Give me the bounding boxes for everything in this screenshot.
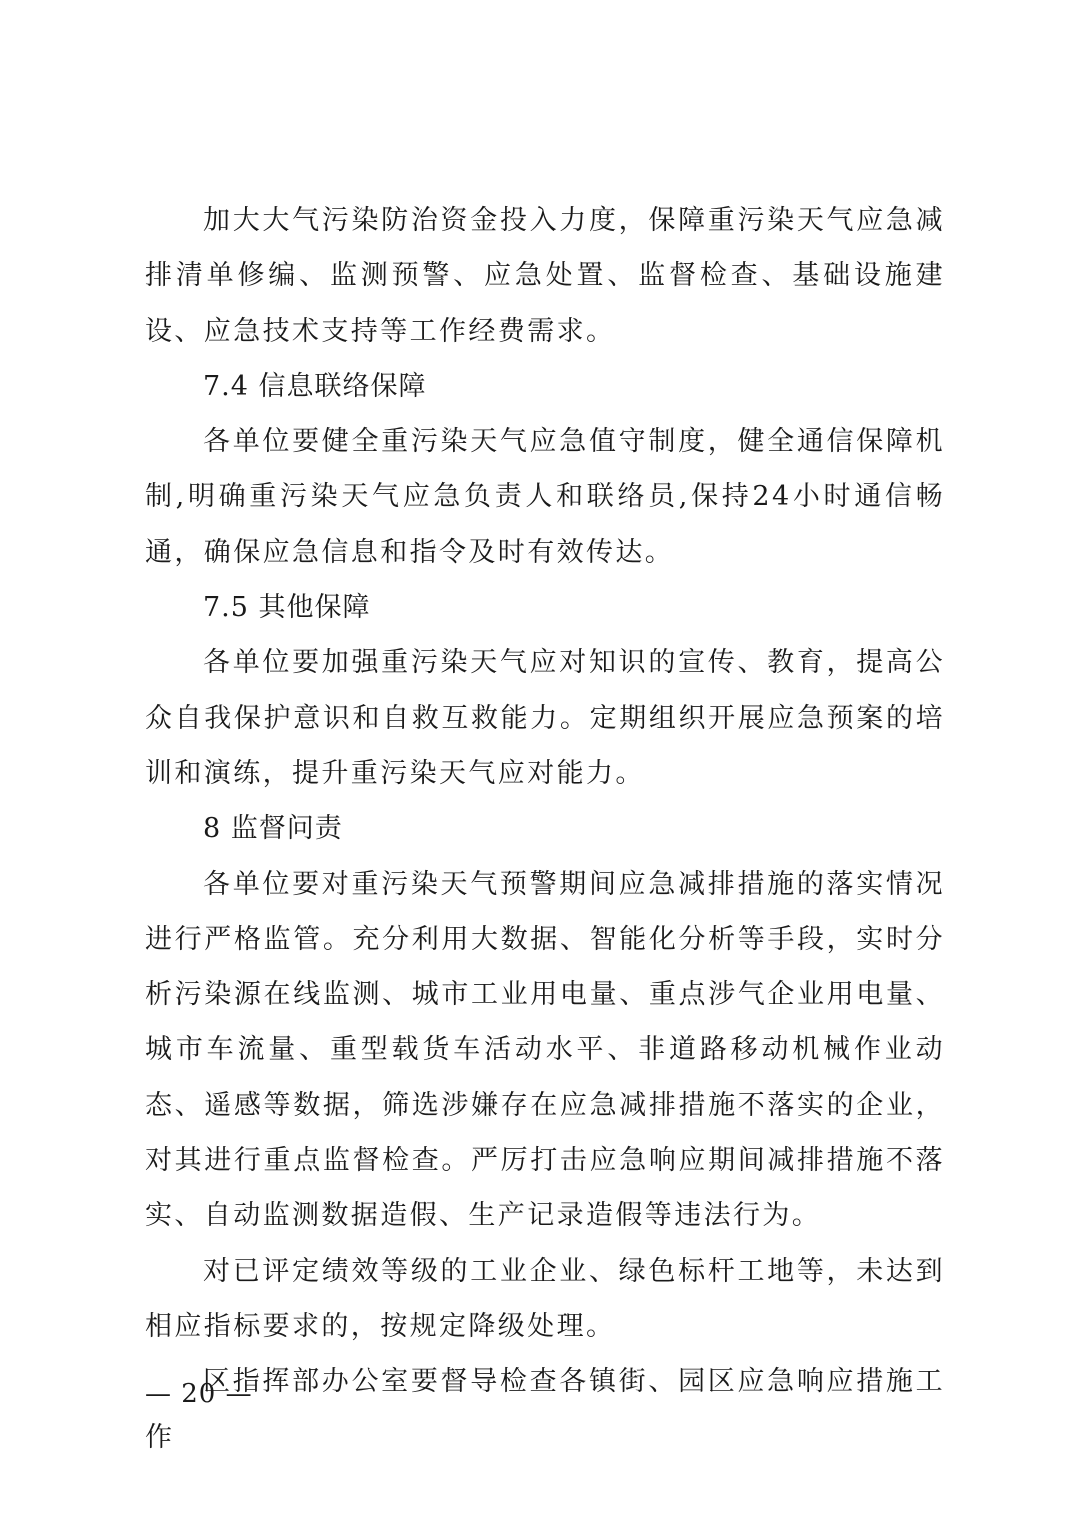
heading-8: 8 监督问责 (203, 813, 343, 845)
paragraph-downgrade: 对已评定绩效等级的工业企业、绿色标杆工地等，未达到相应指标要求的，按规定降级处理。 (145, 1255, 945, 1342)
page-number: — 20 — (145, 1379, 253, 1409)
paragraph-inspection: 区指挥部办公室要督导检查各镇街、园区应急响应措施工作 (145, 1366, 945, 1453)
paragraph-supervision: 各单位要对重污染天气预警期间应急减排措施的落实情况进行严格监管。充分利用大数据、智能化分析等手段，实时分析污染源在线监测、城市工业用电量、重点涉气企业用电量、城市车流量、重型载货车活动水平、非道路移动机械作业动态、遥感等数据，筛选涉嫌存在应急减排措施不落实的企业，对其进行重点监督检查。严厉打击应急响应期间减排措施不落实、自动监测数据造假、生产记录造假等违法行为。 (145, 868, 945, 1232)
document-body (145, 193, 945, 1465)
paragraph-communication: 各单位要健全重污染天气应急值守制度，健全通信保障机制,明确重污染天气应急负责人和联络员,保持24小时通信畅通，确保应急信息和指令及时有效传达。 (145, 426, 945, 568)
paragraph-funding: 加大大气污染防治资金投入力度，保障重污染天气应急减排清单修编、监测预警、应急处置、监督检查、基础设施建设、应急技术支持等工作经费需求。 (145, 205, 945, 347)
heading-7-4: 7.4 信息联络保障 (203, 370, 427, 402)
heading-7-5: 7.5 其他保障 (203, 592, 371, 624)
paragraph-other-support: 各单位要加强重污染天气应对知识的宣传、教育，提高公众自我保护意识和自救互救能力。定期组织开展应急预案的培训和演练，提升重污染天气应对能力。 (145, 647, 945, 789)
